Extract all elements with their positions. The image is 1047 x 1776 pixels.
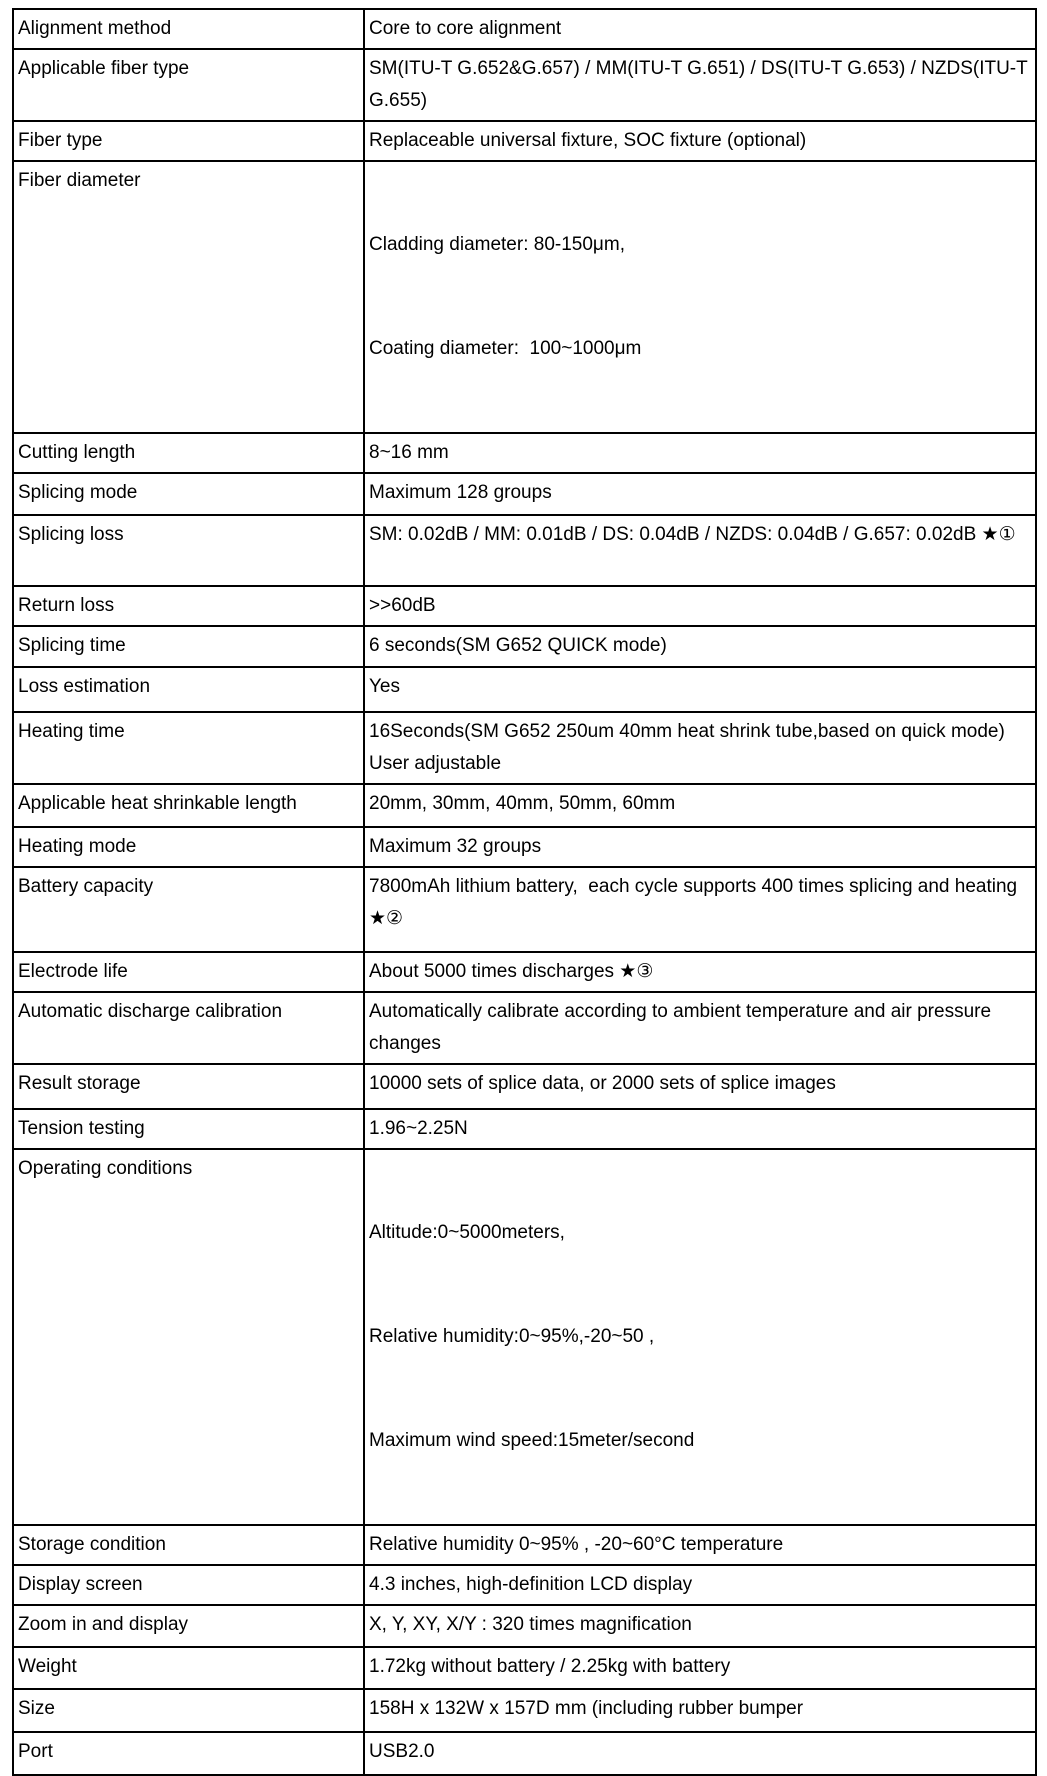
label-applicable-heat-shrinkable-length: Applicable heat shrinkable length — [13, 784, 364, 827]
row-applicable-fiber-type — [13, 49, 1036, 121]
value-splicing-loss: SM: 0.02dB / MM: 0.01dB / DS: 0.04dB / NZDS: 0.04dB / G.657: 0.02dB ★① — [364, 515, 1036, 586]
value-paragraph: Cladding diameter: 80-150μm, — [369, 234, 625, 255]
label-operating-conditions: Operating conditions — [13, 1149, 364, 1525]
value-size: 158H x 132W x 157D mm (including rubber bumper — [364, 1689, 1036, 1732]
row-display-screen — [13, 1565, 1036, 1605]
row-splicing-mode — [13, 473, 1036, 515]
label-zoom-in-and-display: Zoom in and display — [13, 1605, 364, 1647]
label-applicable-fiber-type: Applicable fiber type — [13, 49, 364, 121]
value-paragraph: Coating diameter: 100~1000μm — [369, 338, 642, 359]
value-fiber-diameter — [364, 161, 1036, 433]
value-cutting-length: 8~16 mm — [364, 433, 1036, 473]
row-heating-time — [13, 712, 1036, 784]
label-display-screen: Display screen — [13, 1565, 364, 1605]
row-splicing-time — [13, 626, 1036, 667]
label-weight: Weight — [13, 1647, 364, 1689]
label-electrode-life: Electrode life — [13, 952, 364, 992]
label-size: Size — [13, 1689, 364, 1732]
label-automatic-discharge-calibration: Automatic discharge calibration — [13, 992, 364, 1064]
label-cutting-length: Cutting length — [13, 433, 364, 473]
label-heating-time: Heating time — [13, 712, 364, 784]
value-splicing-mode: Maximum 128 groups — [364, 473, 1036, 515]
row-fiber-type — [13, 121, 1036, 161]
row-storage-condition — [13, 1525, 1036, 1565]
value-result-storage: 10000 sets of splice data, or 2000 sets of splice images — [364, 1064, 1036, 1109]
value-battery-capacity: 7800mAh lithium battery, each cycle supports 400 times splicing and heating ★② — [364, 867, 1036, 952]
row-zoom-in-and-display — [13, 1605, 1036, 1647]
row-cutting-length — [13, 433, 1036, 473]
value-return-loss: >>60dB — [364, 586, 1036, 626]
row-loss-estimation — [13, 667, 1036, 712]
label-splicing-time: Splicing time — [13, 626, 364, 667]
label-port: Port — [13, 1732, 364, 1775]
value-loss-estimation: Yes — [364, 667, 1036, 712]
label-tension-testing: Tension testing — [13, 1109, 364, 1149]
row-port — [13, 1732, 1036, 1775]
row-result-storage — [13, 1064, 1036, 1109]
value-alignment-method: Core to core alignment — [364, 9, 1036, 49]
row-return-loss — [13, 586, 1036, 626]
row-fiber-diameter — [13, 161, 1036, 433]
label-alignment-method: Alignment method — [13, 9, 364, 49]
row-tension-testing — [13, 1109, 1036, 1149]
label-heating-mode: Heating mode — [13, 827, 364, 867]
value-operating-conditions — [364, 1149, 1036, 1525]
value-zoom-in-and-display: X, Y, XY, X/Y : 320 times magnification — [364, 1605, 1036, 1647]
value-heating-mode: Maximum 32 groups — [364, 827, 1036, 867]
row-applicable-heat-shrinkable-length — [13, 784, 1036, 827]
row-alignment-method — [13, 9, 1036, 49]
label-storage-condition: Storage condition — [13, 1525, 364, 1565]
value-splicing-time: 6 seconds(SM G652 QUICK mode) — [364, 626, 1036, 667]
value-automatic-discharge-calibration: Automatically calibrate according to ambient temperature and air pressure changes — [364, 992, 1036, 1064]
value-paragraph: Relative humidity:0~95%,-20~50 , — [369, 1326, 655, 1347]
specification-table — [12, 8, 1037, 1776]
row-size — [13, 1689, 1036, 1732]
value-heating-time: 16Seconds(SM G652 250um 40mm heat shrink tube,based on quick mode) User adjustable — [364, 712, 1036, 784]
value-tension-testing: 1.96~2.25N — [364, 1109, 1036, 1149]
value-applicable-fiber-type: SM(ITU-T G.652&G.657) / MM(ITU-T G.651) / DS(ITU-T G.653) / NZDS(ITU-T G.655) — [364, 49, 1036, 121]
label-return-loss: Return loss — [13, 586, 364, 626]
row-electrode-life — [13, 952, 1036, 992]
label-fiber-type: Fiber type — [13, 121, 364, 161]
row-splicing-loss — [13, 515, 1036, 586]
value-storage-condition: Relative humidity 0~95% , -20~60°C temperature — [364, 1525, 1036, 1565]
row-heating-mode — [13, 827, 1036, 867]
value-applicable-heat-shrinkable-length: 20mm, 30mm, 40mm, 50mm, 60mm — [364, 784, 1036, 827]
value-electrode-life: About 5000 times discharges ★③ — [364, 952, 1036, 992]
value-paragraph: Maximum wind speed:15meter/second — [369, 1430, 695, 1451]
row-battery-capacity — [13, 867, 1036, 952]
label-splicing-loss: Splicing loss — [13, 515, 364, 586]
label-battery-capacity: Battery capacity — [13, 867, 364, 952]
value-paragraph: Altitude:0~5000meters, — [369, 1222, 565, 1243]
label-loss-estimation: Loss estimation — [13, 667, 364, 712]
value-port: USB2.0 — [364, 1732, 1036, 1775]
row-automatic-discharge-calibration — [13, 992, 1036, 1064]
label-splicing-mode: Splicing mode — [13, 473, 364, 515]
value-fiber-type: Replaceable universal fixture, SOC fixture (optional) — [364, 121, 1036, 161]
row-operating-conditions — [13, 1149, 1036, 1525]
value-display-screen: 4.3 inches, high-definition LCD display — [364, 1565, 1036, 1605]
label-result-storage: Result storage — [13, 1064, 364, 1109]
value-weight: 1.72kg without battery / 2.25kg with battery — [364, 1647, 1036, 1689]
label-fiber-diameter: Fiber diameter — [13, 161, 364, 433]
row-weight — [13, 1647, 1036, 1689]
